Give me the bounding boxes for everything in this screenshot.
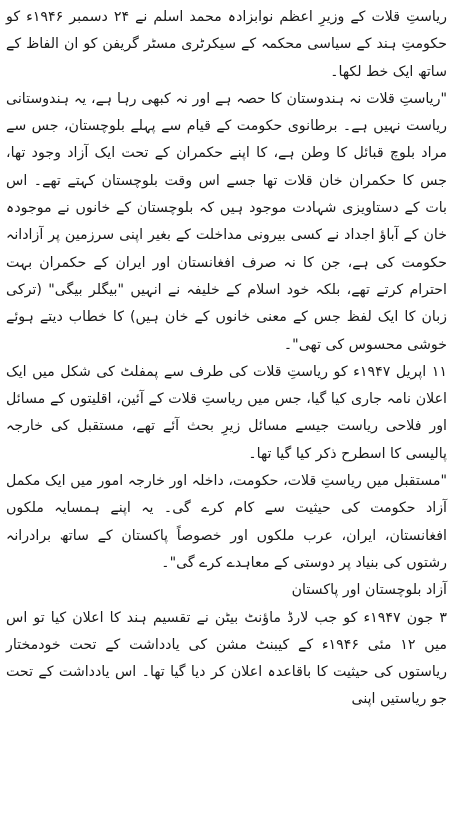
paragraph-letter-quote: "ریاستِ قلات نہ ہندوستان کا حصہ ہے اور نہ کبھی رہا ہے، یہ ہندوستانی ریاست نہیں ہے۔ برطانوی حکومت کے قیام سے پہلے بلوچستان، جس سے مراد بلوچ قبائل کا وطن ہے، کا اپنے حکمران کے تحت ایک آزاد وجود تھا، جس کا حکمران خان قلات تھا جسے اس وقت بلوچستان کہتے تھے۔ اس بات کے دستاویزی شہادت موجود ہیں کہ بلوچستان کے خانوں نے موجودہ خان کے آباؤ اجداد نے کسی بیرونی مداخلت کے بغیر اپنی سرزمین پر آزادانہ حکومت کی ہے، جن کا نہ صرف افغانستان اور ایران کے حکمران بہت احترام کرتے تھے، بلکہ خود اسلام کے خلیفہ نے انہیں "بیگلر بیگی" (ترکی زبان کا ایک لفظ جس کے معنی خانوں کے خان ہیں) کا خطاب دیتے ہوئے خوشی محسوس کی تھی"۔ <box>6 90 447 353</box>
paragraph-letter-intro: ریاستِ قلات کے وزیرِ اعظم نوابزادہ محمد اسلم نے ۲۴ دسمبر ۱۹۴۶ء کو حکومتِ ہند کے سیاسی محکمہ کے سیکرٹری مسٹر گریفن کو ان الفاظ کے ساتھ ایک خط لکھا۔ <box>6 9 448 80</box>
paragraph-april-declaration: ۱۱ اپریل ۱۹۴۷ء کو ریاستِ قلات کی طرف سے پمفلٹ کی شکل میں ایک اعلان نامہ جاری کیا گیا، جس میں ریاستِ قلات کے آئین، اقلیتوں کے مسائل اور فلاحی ریاست جیسے مسائل زیرِ بحث آئے تھے، مستقبل کی خارجہ پالیسی کا اسطرح ذکر کیا گیا تھا۔ <box>6 363 447 462</box>
section-heading: آزاد بلوچستان اور پاکستان <box>291 582 447 599</box>
paragraph-foreign-policy-quote: "مستقبل میں ریاستِ قلات، حکومت، داخلہ اور خارجہ امور میں ایک مکمل آزاد حکومت کی حیثیت سے کام کرے گی۔ یہ اپنے ہمسایہ ملکوں افغانستان، ایران، عرب ملکوں اور خصوصاً پاکستان کے ساتھ برادرانہ رشتوں کی بنیاد پر دوستی کے معاہدے کرے گی"۔ <box>6 473 447 571</box>
paragraph-mountbatten: ۳ جون ۱۹۴۷ء کو جب لارڈ ماؤنٹ بیٹن نے تقسیم ہند کا اعلان کیا تو اس میں ۱۲ مئی ۱۹۴۶ء کے کیبنٹ مشن کی یادداشت کے تحت خودمختار ریاستوں کی حیثیت کا باقاعدہ اعلان کر دیا گیا تھا۔ اس یادداشت کے تحت جو ریاستیں اپنی <box>6 609 447 708</box>
